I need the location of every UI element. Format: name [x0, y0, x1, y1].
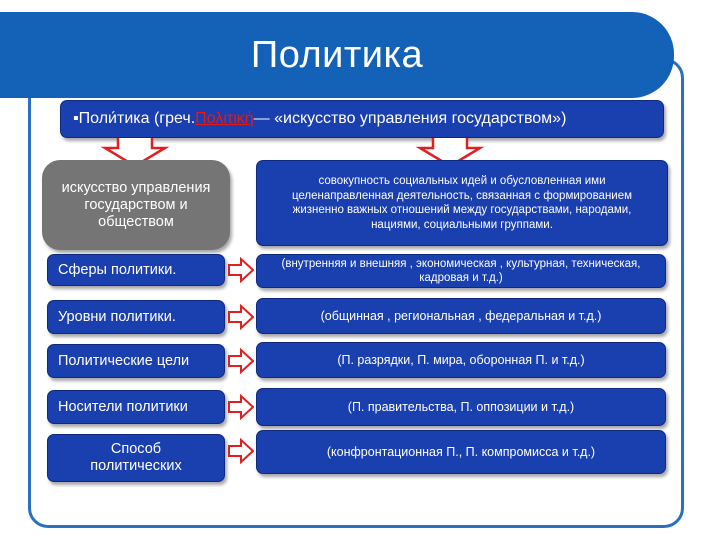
row-label-box — [47, 344, 225, 378]
right-arrow-icon — [228, 394, 254, 420]
meaning-art-box — [42, 160, 230, 250]
row-detail: (П. правительства, П. оппозиции и т.д.) — [347, 400, 575, 414]
row-detail-box — [256, 254, 666, 288]
row-label: Носители политики — [58, 399, 188, 415]
definition-prefix: Поли́тика (греч. — [78, 110, 196, 127]
row-detail-box — [256, 342, 666, 378]
row-label-box — [47, 434, 225, 482]
row-detail: (конфронтационная П., П. компромисса и т.д.) — [326, 445, 596, 459]
row-label: Сферы политики. — [58, 262, 177, 278]
row-detail: (внутренняя и внешняя , экономическая , культурная, техническая, кадровая и т.д.) — [281, 258, 641, 284]
meaning-activity-text: совокупность социальных идей и обусловленная ими целенаправленная деятельность, связанная с формированием жизненно важных отношений между государствами, народами, нациями, социальными группами. — [291, 175, 633, 231]
row-label-box — [47, 254, 225, 286]
row-label-box — [47, 390, 225, 424]
slide-title: Политика — [250, 34, 424, 76]
row-detail-box — [256, 298, 666, 334]
definition-greek: Πολιτική — [195, 110, 254, 127]
meaning-activity-box — [256, 160, 668, 246]
row-detail-box — [256, 388, 666, 426]
meaning-art-text: искусство управления государством и обществом — [61, 179, 211, 230]
row-label: Способ политических — [90, 441, 182, 474]
row-detail-box — [256, 430, 666, 474]
right-arrow-icon — [228, 257, 254, 283]
row-label: Политические цели — [58, 353, 190, 369]
row-detail: (общинная , региональная , федеральная и т.д.) — [320, 309, 602, 323]
title-band — [0, 12, 674, 98]
right-arrow-icon — [228, 348, 254, 374]
definition-box — [60, 100, 664, 138]
right-arrow-icon — [228, 304, 254, 330]
row-detail: (П. разрядки, П. мира, оборонная П. и т.д.) — [337, 353, 585, 367]
definition-suffix: — «искусство управления государством») — [253, 110, 567, 127]
row-label: Уровни политики. — [58, 309, 176, 325]
right-arrow-icon — [228, 438, 254, 464]
row-label-box — [47, 300, 225, 334]
bullet-marker: ▪ — [73, 110, 79, 127]
